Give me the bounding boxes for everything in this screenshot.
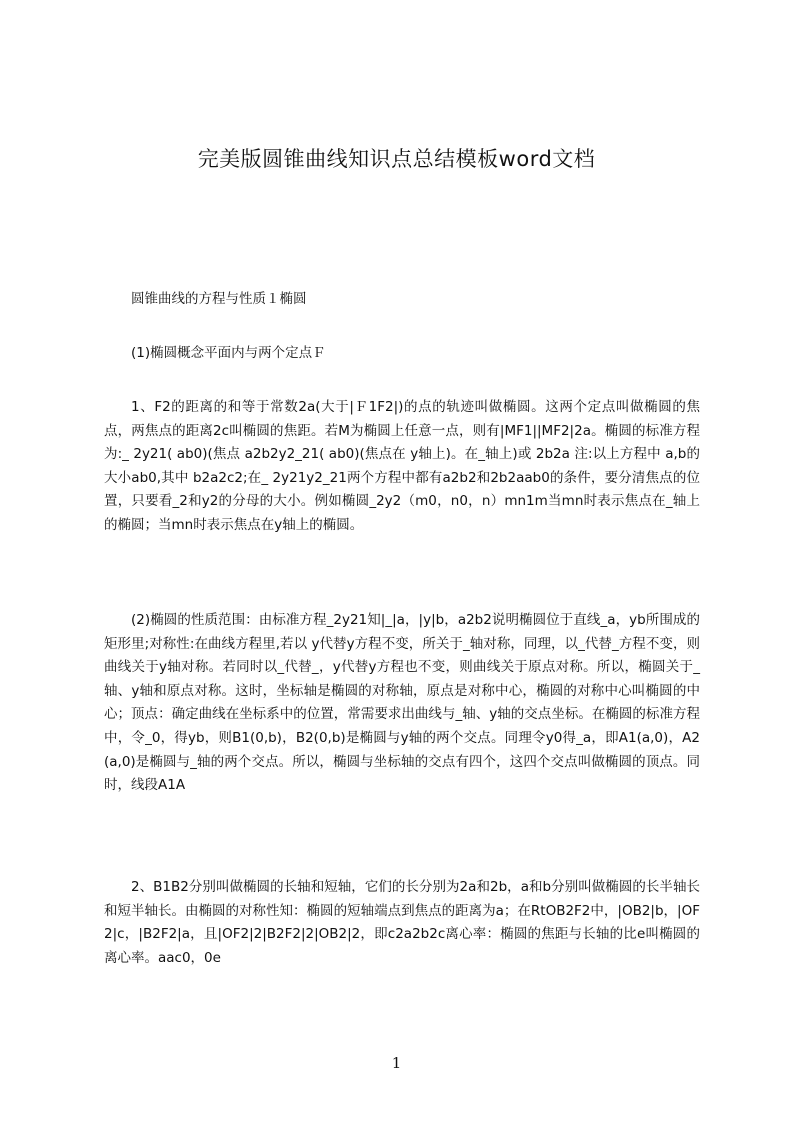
page-number: 1	[391, 1054, 402, 1072]
paragraph-section-heading: 圆锥曲线的方程与性质１椭圆	[131, 291, 307, 307]
paragraph-ellipse-concept: (1)椭圆概念平面内与两个定点Ｆ	[131, 345, 326, 361]
document-title: 完美版圆锥曲线知识点总结模板word文档	[197, 147, 596, 171]
paragraph-axes-eccentricity: 2、B1B2分别叫做椭圆的长轴和短轴，它们的长分别为2a和2b，a和b分别叫做椭圆的长半轴长和短半轴长。由椭圆的对称性知：椭圆的短轴端点到焦点的距离为a；在RtOB2F2中，|OB2|b，|OF2|c，|B2F2|a，且|OF2|2|B2F2|2|OB2|2，即c2a2b2c离心率：椭圆的焦距与长轴的比e叫椭圆的离心率。aac0，0e	[104, 879, 700, 966]
paragraph-ellipse-properties: (2)椭圆的性质范围：由标准方程_2y21知|_|a，|y|b，a2b2说明椭圆位于直线_a，yb所围成的矩形里;对称性:在曲线方程里,若以 y代替y方程不变，所关于_轴对称，同理，以_代替_方程不变，则曲线关于y轴对称。若同时以_代替_，y代替y方程也不变，则曲线关于原点对称。所以，椭圆关于_轴、y轴和原点对称。这时，坐标轴是椭圆的对称轴，原点是对称中心，椭圆的对称中心叫椭圆的中心；顶点：确定曲线在坐标系中的位置，常需要求出曲线与_轴、y轴的交点坐标。在椭圆的标准方程中，令_0，得yb，则B1(0,b)，B2(0,b)是椭圆与y轴的两个交点。同理令y0得_a，即A1(a,0)，A2(a,0)是椭圆与_轴的两个交点。所以，椭圆与坐标轴的交点有四个，这四个交点叫做椭圆的顶点。同时，线段A1A	[104, 612, 700, 794]
paragraph-ellipse-definition: 1、F2的距离的和等于常数2a(大于|Ｆ1F2|)的点的轨迹叫做椭圆。这两个定点叫做椭圆的焦点，两焦点的距离2c叫椭圆的焦距。若M为椭圆上任意一点，则有|MF1||MF2|2a。椭圆的标准方程为:_ 2y21( ab0)(焦点 a2b2y2_21( ab0)(焦点在 y轴上)。在_轴上)或 2b2a 注:以上方程中 a,b的大小ab0,其中 b2a2c2;在_ 2y21y2_21两个方程中都有a2b2和2b2aab0的条件，要分清焦点的位置，只要看_2和y2的分母的大小。例如椭圆_2y2（m0，n0，n）mn1m当mn时表示焦点在_轴上的椭圆；当mn时表示焦点在y轴上的椭圆。	[104, 399, 700, 533]
